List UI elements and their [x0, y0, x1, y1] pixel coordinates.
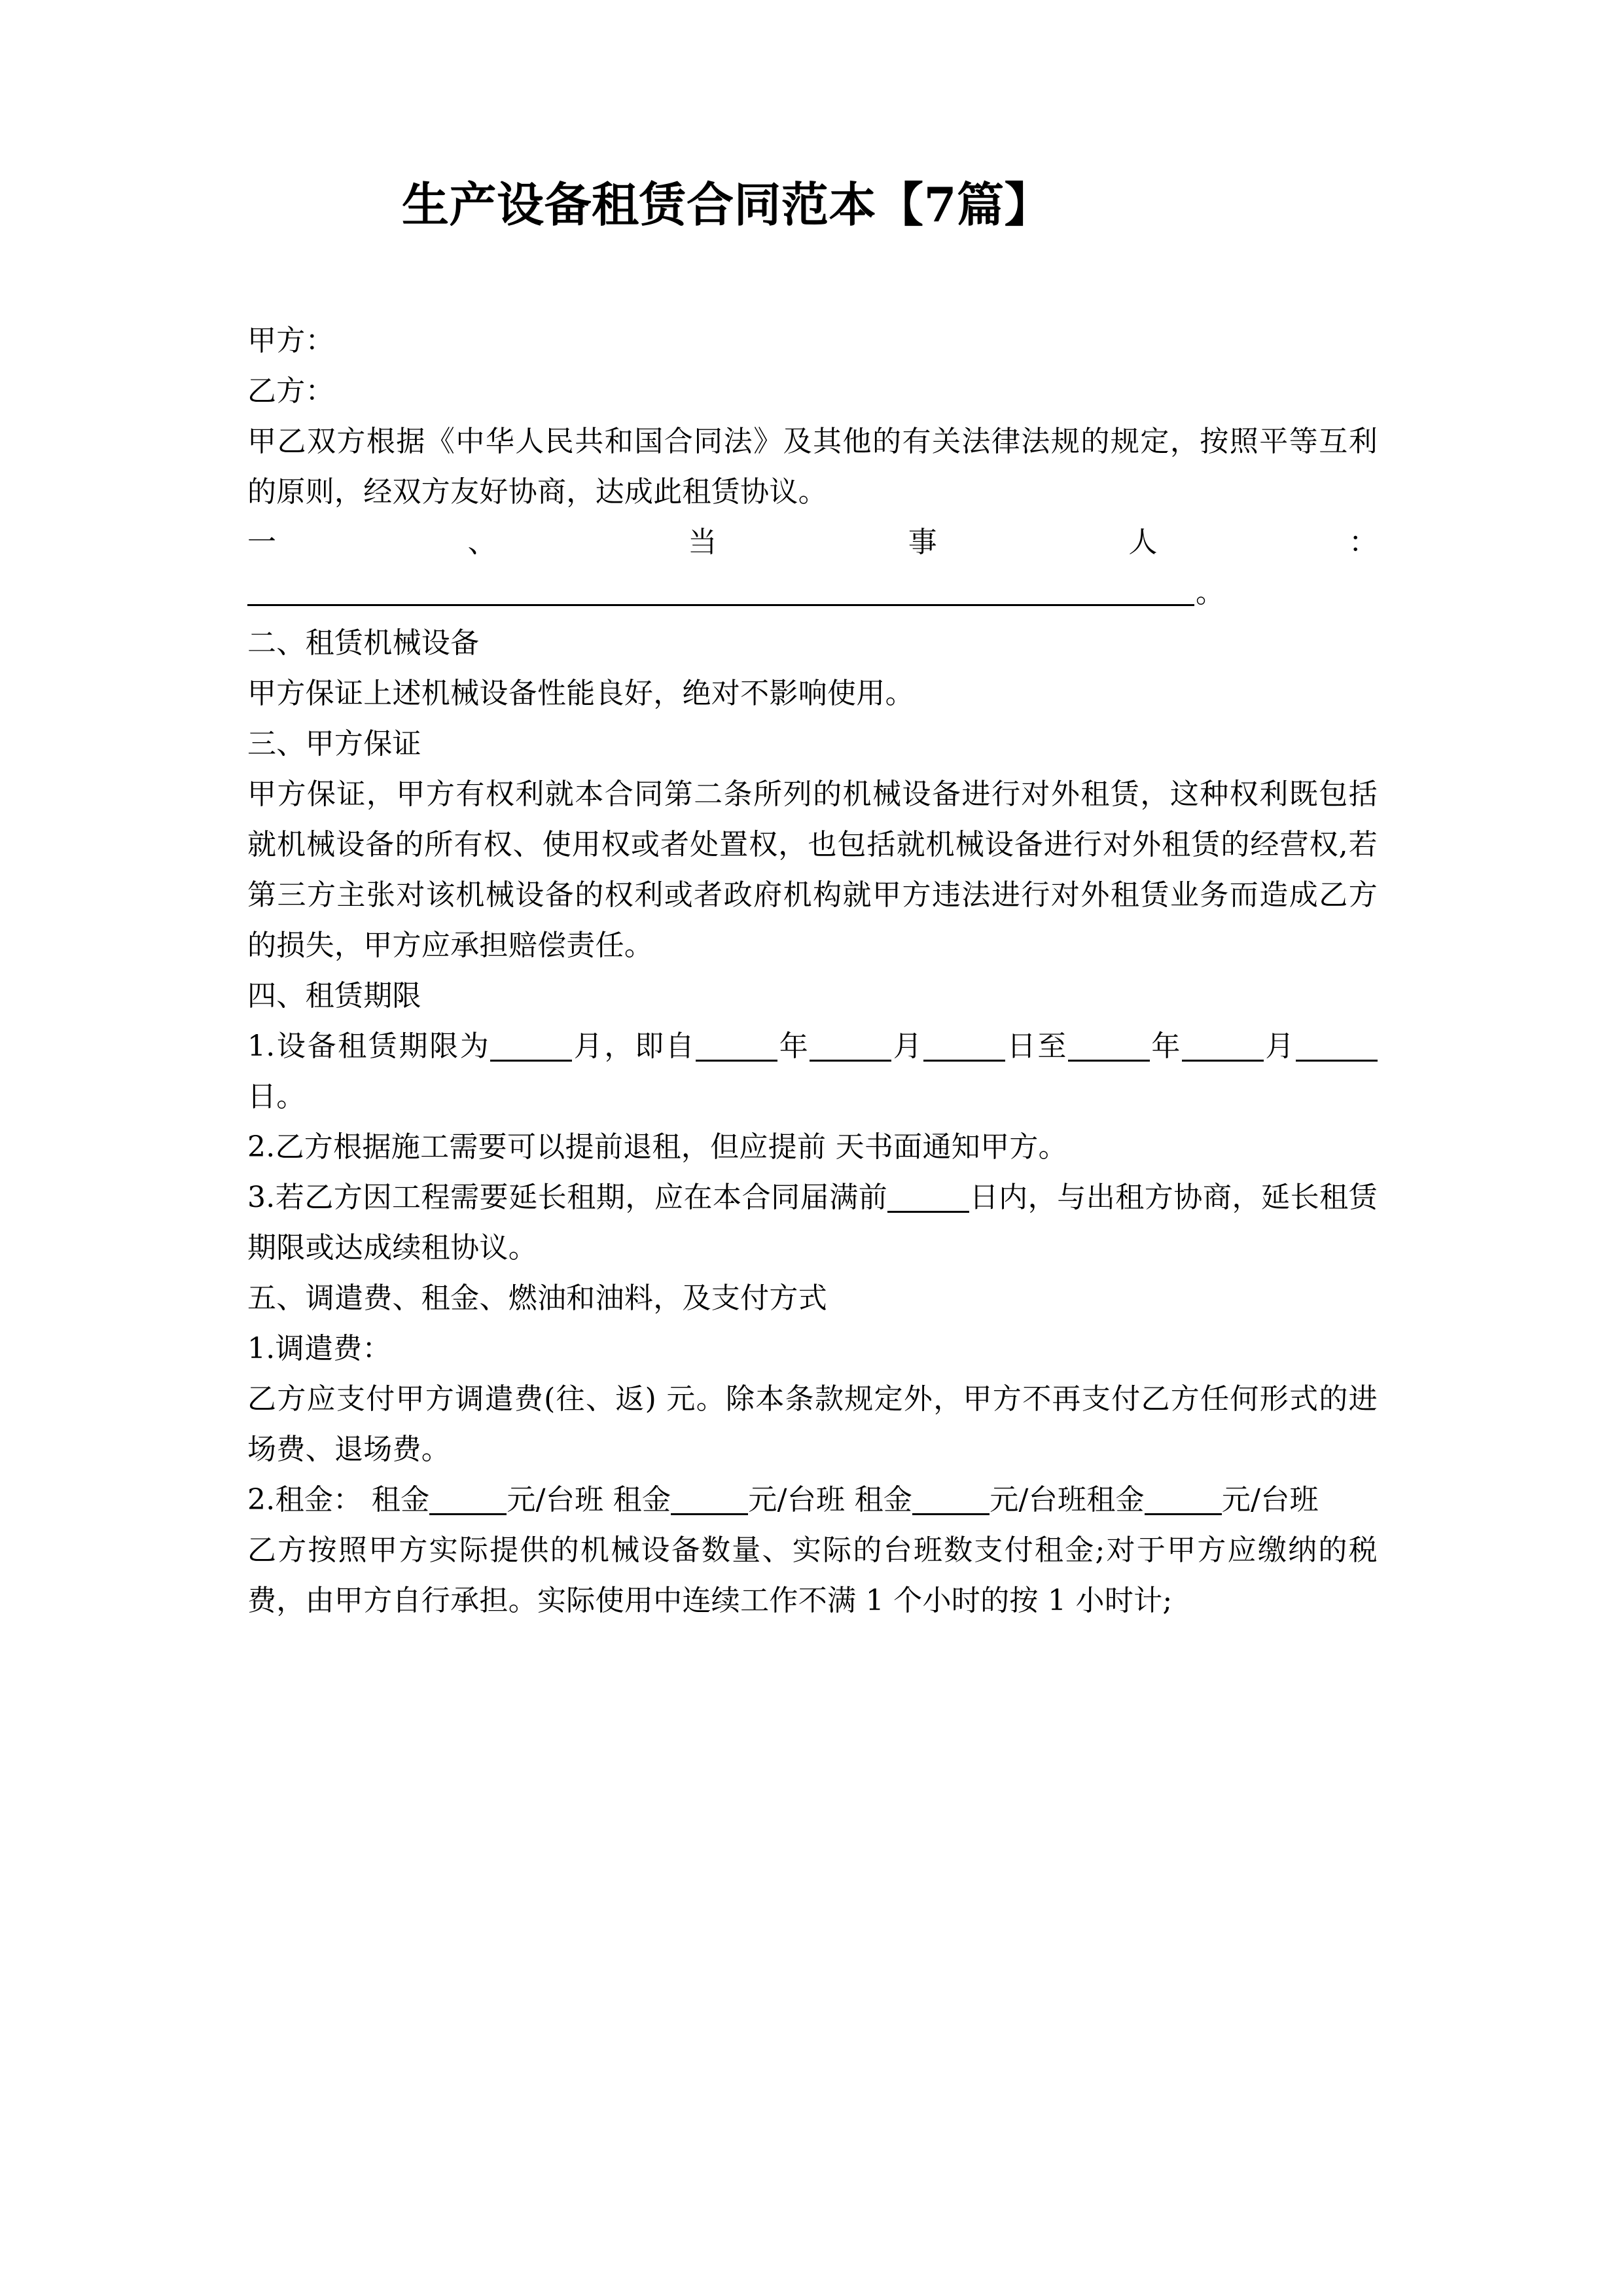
blank-end-year[interactable]	[1068, 1031, 1150, 1062]
section-one-char-5: 人	[1128, 526, 1158, 559]
item1-text-5: 日至	[1005, 1030, 1068, 1063]
section-five-item-2-body: 乙方按照甲方实际提供的机械设备数量、实际的台班数支付租金;对于甲方应缴纳的税费，由甲方自行承担。实际使用中连续工作不满 1 个小时的按 1 小时计;	[247, 1534, 1378, 1617]
section-four-item-1	[247, 1021, 1378, 1122]
section-one-char-1: 一	[247, 526, 276, 559]
section-one-char-2: 、	[467, 526, 497, 559]
section-three-heading: 三、甲方保证	[247, 727, 421, 761]
blank-start-month[interactable]	[810, 1031, 891, 1062]
section-four-heading: 四、租赁期限	[247, 979, 421, 1013]
blank-start-year[interactable]	[696, 1031, 777, 1062]
section-four-item-3	[247, 1172, 1378, 1273]
item2-text-2: 元/台班 租金	[507, 1483, 671, 1516]
blank-start-day[interactable]	[923, 1031, 1005, 1062]
section-five-item-1-body: 乙方应支付甲方调遣费(往、返) 元。除本条款规定外，甲方不再支付乙方任何形式的进场费、退场费。	[247, 1382, 1378, 1466]
section-four-item-2: 2.乙方根据施工需要可以提前退租，但应提前 天书面通知甲方。	[247, 1130, 1067, 1164]
item1-text-3: 年	[777, 1030, 810, 1063]
item2-text-5: 租金	[1086, 1483, 1145, 1516]
section-one-char-4: 事	[908, 526, 937, 559]
blank-end-day[interactable]	[1296, 1031, 1378, 1062]
fill-in-rule[interactable]	[247, 603, 1194, 606]
section-two-heading: 二、租赁机械设备	[247, 626, 480, 660]
item2-text-4: 元/台班	[990, 1483, 1087, 1516]
blank-rent-rate-3[interactable]	[912, 1484, 990, 1515]
item1-text-6: 年	[1150, 1030, 1182, 1063]
section-five-item-2	[247, 1475, 1378, 1525]
item1-text-4: 月	[891, 1030, 924, 1063]
preamble-paragraph: 甲乙双方根据《中华人民共和国合同法》及其他的有关法律法规的规定，按照平等互利的原则，经双方友好协商，达成此租赁协议。	[247, 425, 1378, 509]
item1-text-7: 月	[1264, 1030, 1296, 1063]
blank-rent-rate-2[interactable]	[671, 1484, 748, 1515]
section-one-char-6: ：	[1348, 526, 1378, 559]
item1-text-1: 1.设备租赁期限为	[247, 1030, 491, 1063]
blank-rent-rate-4[interactable]	[1145, 1484, 1222, 1515]
item3-text-1: 3.若乙方因工程需要延长租期，应在本合同届满前	[247, 1181, 888, 1214]
item1-text-8: 日。	[247, 1080, 306, 1113]
party-a-label: 甲方：	[247, 324, 334, 357]
section-five-heading: 五、调遣费、租金、燃油和油料，及支付方式	[247, 1282, 827, 1315]
blank-extension-days[interactable]	[887, 1182, 969, 1213]
section-two-body: 甲方保证上述机械设备性能良好，绝对不影响使用。	[247, 677, 914, 710]
party-b-label: 乙方：	[247, 374, 334, 408]
document-body	[247, 315, 1378, 1626]
item2-text-6: 元/台班	[1221, 1483, 1319, 1516]
page-title: 生产设备租赁合同范本【7篇】	[402, 177, 1052, 232]
item3-text-2: 日内，与出租方协商，延长租赁期限或达成续租协议。	[247, 1181, 1378, 1265]
section-one-heading	[247, 517, 1378, 567]
document-content	[247, 0, 1378, 1626]
item1-text-2: 月，即自	[572, 1030, 696, 1063]
section-three-body: 甲方保证，甲方有权利就本合同第二条所列的机械设备进行对外租赁，这种权利既包括就机械设备的所有权、使用权或者处置权，也包括就机械设备进行对外租赁的经营权,若第三方主张对该机械设备的权利或者政府机构就甲方违法进行对外租赁业务而造成乙方的损失，甲方应承担赔偿责任。	[247, 778, 1378, 962]
item2-text-1: 2.租金： 租金	[247, 1483, 430, 1516]
section-one-fill-line	[247, 567, 1378, 618]
section-five-item-1-label: 1.调遣费：	[247, 1332, 391, 1365]
blank-rent-rate-1[interactable]	[429, 1484, 507, 1515]
blank-duration-months[interactable]	[490, 1031, 572, 1062]
item2-text-3: 元/台班 租金	[748, 1483, 913, 1516]
blank-end-month[interactable]	[1182, 1031, 1264, 1062]
section-one-period: 。	[1196, 576, 1224, 609]
section-one-char-3: 当	[688, 526, 717, 559]
